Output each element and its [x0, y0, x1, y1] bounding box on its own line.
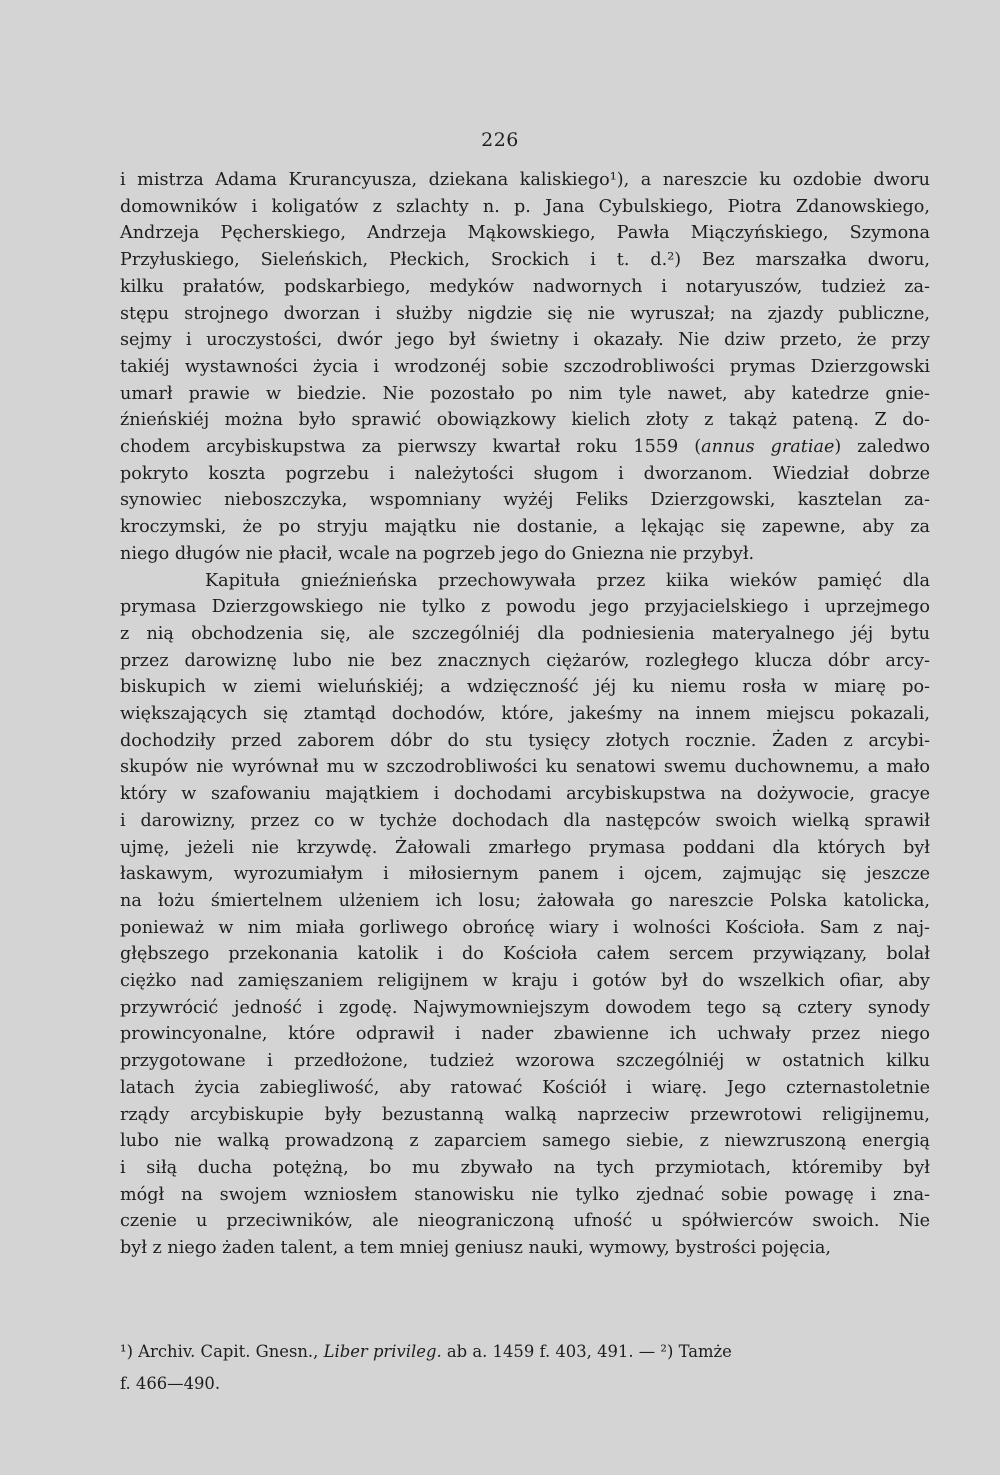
text-line: sejmy i uroczystości, dwór jego był świetny i okazały. Nie dziw przeto, że przy — [120, 330, 930, 351]
text-line: synowiec nieboszczyka, wspomniany wyżéj Feliks Dzierzgowski, kasztelan za- — [120, 490, 930, 511]
text-line: dochodziły przed zaborem dóbr do stu tysięcy złotych rocznie. Żaden z arcybi- — [120, 730, 930, 751]
text-line: biskupich w ziemi wieluńskiéj; a wdzięczność jéj ku niemu rosła w miarę po- — [120, 677, 930, 698]
footnote-line — [120, 1374, 930, 1393]
text-line: ujmę, jeżeli nie krzywdę. Żałowali zmarłego prymasa poddani dla których był — [120, 837, 930, 858]
text-line: pokryto koszta pogrzebu i należytości sługom i dworzanom. Wiedział dobrze — [120, 463, 930, 484]
text-line: na łożu śmiertelnem ulżeniem ich losu; żałowała go nareszcie Polska katolicka, — [120, 890, 930, 911]
text-line: Przyłuskiego, Sieleńskich, Płeckich, Srockich i t. d.²) Bez marszałka dworu, — [120, 250, 930, 271]
footnote-text: f. 466—490. — [120, 1374, 221, 1393]
text-line: był z niego żaden talent, a tem mniej geniusz nauki, wymowy, bystrości pojęcia, — [120, 1238, 831, 1258]
text-line: źnieńskiéj można było sprawić obowiązkowy kielich złoty z takąż pateną. Z do- — [120, 410, 930, 431]
text-line: mógł na swojem wzniosłem stanowisku nie tylko zjednać sobie powagę i zna- — [120, 1184, 930, 1205]
text-line: i siłą ducha potężną, bo mu zbywało na tych przymiotach, któremiby był — [120, 1157, 930, 1178]
footnote-italic-title: Liber privileg. — [323, 1342, 442, 1361]
text-line: przywrócić jedność i zgodę. Najwymowniejszym dowodem tego są cztery synody — [120, 997, 930, 1018]
text-line: kroczymski, że po stryju majątku nie dostanie, a lękając się zapewne, aby za — [120, 517, 930, 538]
text-line: rządy arcybiskupie były bezustanną walką naprzeciw przewrotowi religijnemu, — [120, 1104, 930, 1125]
text-line: łaskawym, wyrozumiałym i miłosiernym panem i ojcem, zajmując się jeszcze — [120, 864, 930, 885]
text-line: domowników i koligatów z szlachty n. p. Jana Cybulskiego, Piotra Zdanowskiego, — [120, 196, 930, 217]
text-line: skupów nie wyrównał mu w szczodrobliwości ku senatowi swemu duchownemu, a mało — [120, 757, 930, 778]
page-number: 226 — [481, 129, 519, 151]
text-line: który w szafowaniu majątkiem i dochodami arcybiskupstwa na dożywocie, gracye — [120, 784, 930, 805]
text-line: i darowizny, przez co w tychże dochodach dla następców swoich wielką sprawił — [120, 810, 930, 831]
text-line: lubo nie walką prowadzoną z zaparciem samego siebie, z niewzruszoną energią — [120, 1131, 930, 1152]
text-line: Kapituła gnieźnieńska przechowywała przez kiika wieków pamięć dla — [205, 570, 930, 591]
text-line: ponieważ w nim miała gorliwego obrońcę wiary i wolności Kościoła. Sam z naj- — [120, 917, 930, 938]
text-line: prymasa Dzierzgowskiego nie tylko z powodu jego przyjacielskiego i uprzejmego — [120, 597, 930, 618]
footnote-text: ab a. 1459 f. 403, 491. — ²) Tamże — [446, 1342, 732, 1361]
text-line: prowincyonalne, które odprawił i nader zbawienne ich uchwały przez niego — [120, 1024, 930, 1045]
text-line: ciężko nad zamięszaniem religijnem w kraju i gotów był do wszelkich ofiar, aby — [120, 971, 930, 991]
text-line: czenie u przeciwników, ale nieograniczoną ufność u spółwierców swoich. Nie — [120, 1211, 930, 1232]
text-line: takiéj wystawności życia i wrodzonéj sobie szczodrobliwości prymas Dzierzgowski — [120, 356, 930, 377]
text-line: kilku prałatów, podskarbiego, medyków nadwornych i notaryuszów, tudzież za- — [120, 276, 930, 297]
text-line: stępu strojnego dworzan i służby nigdzie się nie wyruszał; na zjazdy publiczne, — [120, 303, 930, 324]
text-line: przygotowane i przedłożone, tudzież wzorowa szczególniéj w ostatnich kilku — [120, 1051, 930, 1072]
text-line: przez darowiznę lubo nie bez znacznych ciężarów, rozległego klucza dóbr arcy- — [120, 650, 930, 671]
text-line: Andrzeja Pęcherskiego, Andrzeja Mąkowskiego, Pawła Miączyńskiego, Szymona — [120, 223, 930, 244]
text-line: latach życia zabiegliwość, aby ratować Kościół i wiarę. Jego czternastoletnie — [120, 1077, 930, 1098]
text-line: i mistrza Adama Krurancyusza, dziekana kaliskiego¹), a nareszcie ku ozdobie dworu — [120, 170, 930, 190]
text-line: chodem arcybiskupstwa za pierwszy kwartał roku 1559 (annus gratiae) zaledwo — [120, 437, 930, 457]
italic-phrase: annus gratiae — [701, 437, 835, 457]
text-line: umarł prawie w biedzie. Nie pozostało po nim tyle nawet, aby katedrze gnie- — [120, 383, 930, 404]
footnote-text: ¹) Archiv. Capit. Gnesn., — [120, 1342, 319, 1361]
footnote-line — [120, 1342, 930, 1361]
text-line: głębszego przekonania katolik i do Kościoła całem sercem przywiązany, bolał — [120, 944, 930, 965]
text-line: z nią obchodzenia się, ale szczególniéj dla podniesienia materyalnego jéj bytu — [120, 623, 930, 644]
text-line: większających się ztamtąd dochodów, które, jakeśmy na innem miejscu pokazali, — [120, 704, 930, 724]
text-line: niego długów nie płacił, wcale na pogrzeb jego do Gniezna nie przybył. — [120, 543, 755, 564]
